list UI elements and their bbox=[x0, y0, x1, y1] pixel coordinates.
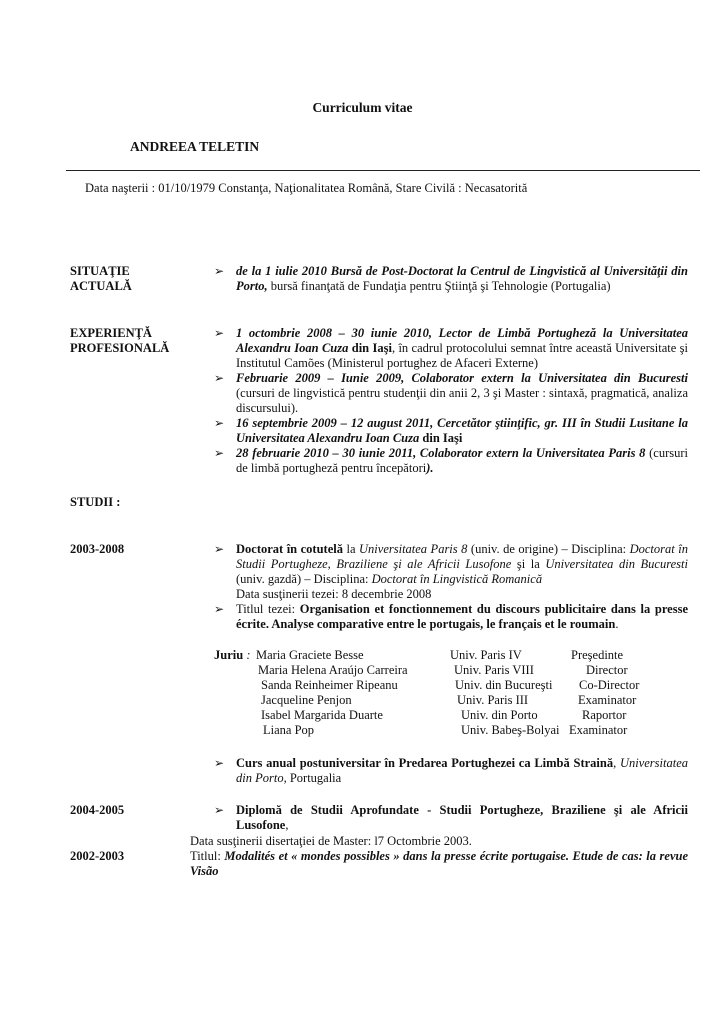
header-divider bbox=[66, 170, 700, 171]
section-label-experienta bbox=[70, 326, 200, 356]
list-item bbox=[214, 756, 688, 786]
dea-list bbox=[214, 803, 688, 833]
item-text: , bbox=[285, 818, 289, 832]
doctorat-list bbox=[214, 542, 688, 632]
dea-date: Data susţinerii disertaţiei de Master: l7 Octombrie 2003. bbox=[190, 834, 472, 848]
jury-label: Juriu bbox=[214, 648, 244, 662]
defense-date: Data susţinerii tezei: 8 decembrie 2008 bbox=[236, 587, 432, 601]
item-text: Titlul tezei: bbox=[236, 602, 300, 616]
experienta-list bbox=[214, 326, 688, 476]
item-bold-text: de la 1 iulie 2010 Bursă de Post-Doctorat la Centrul de Lingvistică al Universităţii din Porto, bbox=[236, 264, 688, 293]
item-italic-text: Doctorat în Lingvistică Romanică bbox=[371, 572, 543, 586]
item-bold-text: Februarie 2009 – Iunie 2009, Colaborator extern la Universitatea din Bucuresti bbox=[236, 371, 688, 385]
item-text: şi la bbox=[511, 557, 546, 571]
years-doctorat: 2003-2008 bbox=[70, 542, 125, 556]
section-label-situatie bbox=[70, 264, 200, 294]
item-bold-text: Curs anual postuniversitar în Predarea Portughezei ca Limbă Straină bbox=[236, 756, 614, 770]
jury-row bbox=[214, 693, 654, 708]
jury-member-name: Maria Graciete Besse bbox=[256, 648, 364, 662]
situatie-list bbox=[214, 264, 688, 294]
arrow-bullet-icon: ➢ bbox=[214, 602, 225, 616]
years-master: 2002-2003 bbox=[70, 849, 125, 863]
list-item bbox=[214, 416, 688, 446]
dissertation-title: Modalités et « mondes possibles » dans la presse écrite portugaise. Etude de cas: la revue Visão bbox=[190, 849, 688, 878]
list-item bbox=[214, 602, 688, 632]
jury-member-role: Director bbox=[586, 663, 628, 677]
jury-member-univ: Univ. Babeş-Bolyai bbox=[461, 723, 560, 737]
jury-member-univ: Univ. Paris VIII bbox=[454, 663, 534, 677]
jury-member-univ: Univ. din Porto bbox=[461, 708, 538, 722]
jury-member-name: Liana Pop bbox=[263, 723, 315, 737]
item-italic-text: Doctorat în Studii Portugheze, Braziliene şi ale Africii Lusofone bbox=[236, 542, 688, 571]
item-italic-text: Universitatea din Porto, bbox=[236, 756, 688, 785]
jury-member-univ: Univ. Paris III bbox=[457, 693, 529, 707]
arrow-bullet-icon: ➢ bbox=[214, 803, 225, 817]
jury-row bbox=[214, 723, 654, 738]
jury-member-role: Co-Director bbox=[579, 678, 640, 692]
jury-member-univ: Univ. Paris IV bbox=[450, 648, 522, 662]
label-line: EXPERIENŢĂ bbox=[70, 326, 152, 340]
jury-row bbox=[214, 708, 654, 723]
list-item bbox=[214, 542, 688, 602]
jury-member-name: Sanda Reinheimer Ripeanu bbox=[261, 678, 398, 692]
jury-member-role: Preşedinte bbox=[571, 648, 624, 662]
item-text: , bbox=[613, 756, 617, 770]
item-bold-text: 16 septembrie 2009 – 12 august 2011, Cercetător ştiinţific, gr. III în Studii Lusitane la Universitatea Alexandru Ioan Cuza bbox=[236, 416, 688, 445]
item-text: (cursuri de lingvistică pentru studenţii din anii 2, 3 şi Master : sintaxă, pragmatică, analiza discursului). bbox=[236, 386, 688, 415]
item-text: Titlul: bbox=[190, 849, 225, 863]
item-bold-text: din Iaşi bbox=[348, 341, 392, 355]
arrow-bullet-icon: ➢ bbox=[214, 264, 225, 278]
item-bold-text: Diplomă de Studii Aprofundate - Studii Portugheze, Braziliene şi ale Africii Lusofone bbox=[236, 803, 688, 832]
jury-member-name: Isabel Margarida Duarte bbox=[261, 708, 383, 722]
jury-table bbox=[214, 648, 654, 738]
jury-row bbox=[214, 648, 654, 663]
list-item bbox=[214, 326, 688, 371]
curs-list bbox=[214, 756, 688, 786]
jury-member-role: Examinator bbox=[569, 723, 628, 737]
birth-info: Data naşterii : 01/10/1979 Constanţa, Naţionalitatea Română, Stare Civilă : Necasatorită bbox=[85, 181, 528, 195]
list-item bbox=[214, 446, 688, 476]
arrow-bullet-icon: ➢ bbox=[214, 416, 225, 430]
master-title bbox=[190, 849, 688, 879]
jury-member-name: Maria Helena Araújo Carreira bbox=[258, 663, 408, 677]
item-italic-text: Universitatea Paris 8 bbox=[359, 542, 468, 556]
jury-colon: : bbox=[243, 648, 251, 662]
list-item bbox=[214, 264, 688, 294]
item-text: (univ. gazdă) – Disciplina: bbox=[236, 572, 372, 586]
label-line: ACTUALĂ bbox=[70, 279, 132, 293]
item-text: , în cadrul protocolului semnat între această Universitate şi Institutul Camões (Ministerul portughez de Afaceri Externe) bbox=[236, 341, 688, 370]
section-label-studii: STUDII : bbox=[70, 495, 121, 509]
item-bold-text: 28 februarie 2010 – 30 iunie 2011, Colaborator extern la Universitatea Paris 8 bbox=[236, 446, 646, 460]
arrow-bullet-icon: ➢ bbox=[214, 371, 225, 385]
item-bold-text: din Iaşi bbox=[419, 431, 463, 445]
arrow-bullet-icon: ➢ bbox=[214, 756, 225, 770]
item-text: Portugalia bbox=[286, 771, 342, 785]
arrow-bullet-icon: ➢ bbox=[214, 326, 225, 340]
arrow-bullet-icon: ➢ bbox=[214, 542, 225, 556]
years-dea: 2004-2005 bbox=[70, 803, 125, 817]
thesis-title: Organisation et fonctionnement du discours publicitaire dans la presse écrite. Analyse comparative entre le portugais, le français et le roumain bbox=[236, 602, 688, 631]
jury-member-univ: Univ. din Bucureşti bbox=[455, 678, 553, 692]
list-item bbox=[214, 371, 688, 416]
item-bold-text: ). bbox=[426, 461, 434, 475]
item-bold-text: 1 octombrie 2008 – 30 iunie 2010, Lector de Limbă Portugheză la Universitatea Alexandru Ioan Cuza bbox=[236, 326, 688, 355]
jury-row bbox=[214, 663, 654, 678]
item-bold-text: Doctorat în cotutelă bbox=[236, 542, 343, 556]
label-line: SITUAŢIE bbox=[70, 264, 130, 278]
jury-member-name: Jacqueline Penjon bbox=[261, 693, 352, 707]
arrow-bullet-icon: ➢ bbox=[214, 446, 225, 460]
jury-member-role: Examinator bbox=[578, 693, 637, 707]
cv-title: Curriculum vitae bbox=[312, 100, 413, 115]
item-text: bursă finanţată de Fundaţia pentru Ştiinţă şi Tehnologie (Portugalia) bbox=[267, 279, 611, 293]
item-text: . bbox=[615, 617, 619, 631]
label-line: PROFESIONALĂ bbox=[70, 341, 170, 355]
list-item bbox=[214, 803, 688, 833]
candidate-name: ANDREEA TELETIN bbox=[130, 139, 260, 154]
item-text: la bbox=[342, 542, 360, 556]
item-italic-text: Universitatea din Bucuresti bbox=[545, 557, 688, 571]
item-text: (cursuri de limbă portugheză pentru începători bbox=[236, 446, 689, 475]
jury-row bbox=[214, 678, 654, 693]
item-text: (univ. de origine) – Disciplina: bbox=[467, 542, 630, 556]
jury-member-role: Raportor bbox=[582, 708, 627, 722]
jury-label-wrap bbox=[214, 648, 250, 663]
